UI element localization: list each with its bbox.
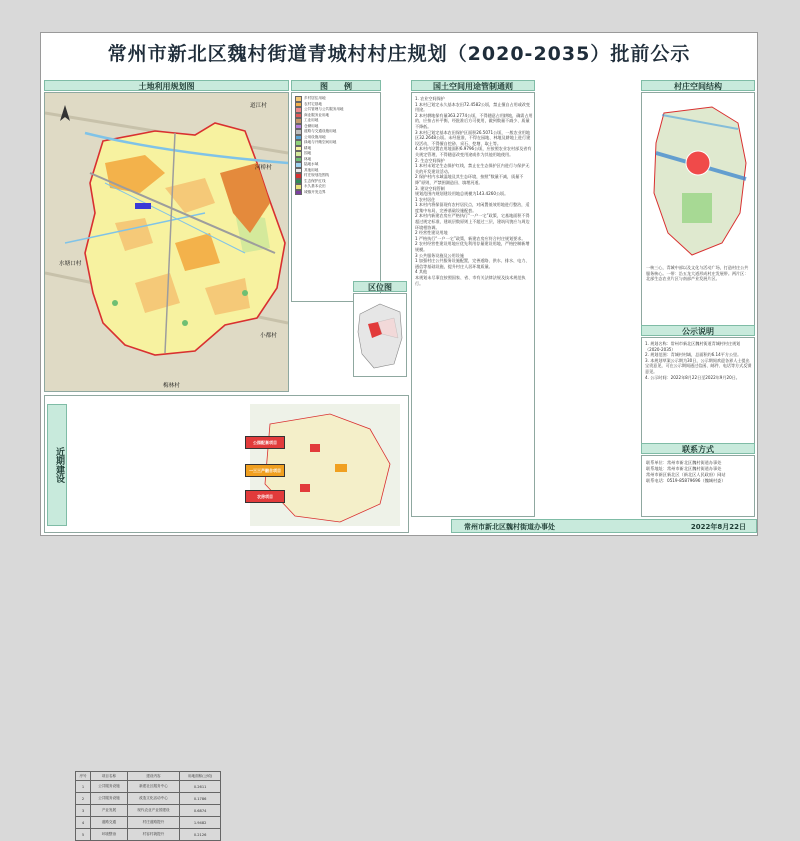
page-title: 常州市新北区魏村街道青城村村庄规划（2020-2035）批前公示 <box>107 43 691 65</box>
notice-header: 公示说明 <box>641 325 755 336</box>
control-header: 国土空间用途管制通则 <box>411 80 535 91</box>
legend-label: 城镇开发边界 <box>304 189 326 194</box>
legend-label: 园地 <box>304 151 312 156</box>
legend-label: 仓储用地 <box>304 123 319 128</box>
legend-label: 村庄规划范围线 <box>304 173 330 178</box>
contact-line-1: 联系单位：常州市新北区魏村街道办事处 <box>646 460 722 465</box>
legend-label: 公用设施用地 <box>304 134 326 139</box>
table-row <box>76 817 221 829</box>
table-cell: 2 <box>76 793 91 805</box>
table-cell: 1 <box>76 781 91 793</box>
table-cell: 改造文化活动中心 <box>127 793 180 805</box>
legend-label: 林地 <box>304 156 312 161</box>
land-use-map-svg <box>45 93 288 391</box>
village-label-southeast: 小都村 <box>260 333 277 339</box>
table-header-cell: 项目名称 <box>91 772 128 781</box>
contact-line-3: 常州市新区新北区（新北区人民政府）网站 <box>646 472 726 477</box>
structure-panel <box>641 92 755 332</box>
notice-text: 1. 规划名称：常州市新北区魏村街道青城村村庄规划（2020-2035） 2. 规划范围：青城村村域，总面积约6.14平方公里。 3. 本规划草案公示期为30日，公示期间欢迎各界人士提出宝贵意见，可在公示期间通过信函、邮件、电话等方式反馈意见。 4. 公示时间：2022年8月22日至2022年9月20日。 <box>645 341 752 380</box>
table-cell: 村庄道路提升 <box>127 817 180 829</box>
notice-panel <box>641 337 755 447</box>
footer-org: 常州市新北区魏村街道办事处 <box>464 523 555 531</box>
table-header-cell: 序号 <box>76 772 91 781</box>
public-facility-block <box>135 203 151 209</box>
recent-panel <box>44 395 409 837</box>
footer-date: 2022年8月22日 <box>690 523 746 531</box>
table-header-cell: 建设内容 <box>127 772 180 781</box>
legend-list <box>295 96 377 195</box>
table-cell: 道路交通 <box>91 817 128 829</box>
location-map <box>353 293 407 377</box>
table-cell: 产业发展 <box>91 805 128 817</box>
structure-diagram <box>642 93 754 263</box>
contact-line-4: 联系电话：0519-85879696（魏城村委） <box>646 478 726 483</box>
structure-header: 村庄空间结构 <box>641 80 755 91</box>
table-cell: 1.9482 <box>180 817 221 829</box>
control-text: 1. 农业空间保护 1 本村已划定永久基本农田72.4582公顷，禁止擅自占用或改变用途。 2 本村耕地保有量363.2774公顷，不得随意占用耕地，确需占用的，应按占补平衡，经批准后方可使用，做到数量不减少、质量不降低。 3 本村已划定基本农田保护区面积26.5071公顷，一般农业用地区32.2648公顷。未经批准，不得在园地、林地及耕地上进行建设活动，不得擅自挖砂、采石、挖塘、取土等。 4 本村内设置农用地面积6.9796公顷，应按照农业农村部及省有关规定管理，不得随意改变用途或作为其他用地使用。 2. 生态空间保护 1 本村未划定生态保护红线，禁止在生态保护区内进行与保护无关的开发建设活动。 2 保护村内水域湿地及其生态环境，按照“数量不减，质量不降”原则，严禁围湖造田、填埋河道。 3. 建设空间管制 规划范围内规划建设用地总规模为143.4260公顷。 1 农村居住 1 本村内将保留现有农村居民点，对闲置低效用地进行整治，适度集中布局，完善基础设施配套。 2 本村内新建农房应严格执行“一户一宅”政策，宅基地面积不得超过规定标准，建筑层数原则上不超过三层，建筑风貌应与周边环境相协调。 2 经营性建设用地 1 严格执行“一户一宅”政策，新建农房应符合村庄规划要求。 2 农村经营性建设用地应优先利用存量建设用地，严格控制新增规模。 3 公共服务设施及公用设施 1 加强村庄公共服务设施配置，完善道路、供水、排水、电力、通信等基础设施，提升村庄人居环境质量。 4 其他 本规划未尽事宜按照国家、省、市有关法律法规及技术规范执行。 <box>415 96 533 286</box>
legend-panel <box>291 92 381 302</box>
recent-projects-table <box>75 771 221 841</box>
legend-label: 陆地水域 <box>304 162 319 167</box>
table-cell: 环境整治 <box>91 829 128 841</box>
legend-label: 永久基本农田 <box>304 184 326 189</box>
village-label-north: 道江村 <box>250 103 267 109</box>
control-panel <box>411 92 535 517</box>
table-cell: 村容村貌提升 <box>127 829 180 841</box>
table-cell: 0.6874 <box>180 805 221 817</box>
table-cell: 0.2126 <box>180 829 221 841</box>
tag-industry-project: 一三三产融合项目 <box>245 464 285 477</box>
legend-label: 耕地 <box>304 145 312 150</box>
table-row <box>76 793 221 805</box>
table-cell: 现代农业产业园建设 <box>127 805 180 817</box>
table-cell: 5 <box>76 829 91 841</box>
table-cell: 0.1786 <box>180 793 221 805</box>
village-label-east: 河桥村 <box>255 165 272 171</box>
legend-label: 公共管理与公共服务用地 <box>304 107 344 112</box>
table-cell: 新建社区服务中心 <box>127 781 180 793</box>
legend-label: 商业服务业用地 <box>304 112 330 117</box>
legend-label: 绿地与开敞空间用地 <box>304 140 337 145</box>
table-cell: 公共服务设施 <box>91 781 128 793</box>
recent-header: 近期建设 <box>47 404 67 526</box>
contact-line-2: 联系地址：常州市新北区魏村街道办事处 <box>646 466 722 471</box>
legend-item <box>295 190 377 196</box>
table-cell: 公共服务设施 <box>91 793 128 805</box>
tag-park-project: 公园配套项目 <box>245 436 285 449</box>
legend-label: 乡村居住用地 <box>304 96 326 101</box>
table-header-cell: 用地面积(公顷) <box>180 772 221 781</box>
village-label-south: 梅林村 <box>163 383 180 389</box>
legend-header: 图 例 <box>291 80 381 91</box>
land-use-header: 土地利用规划图 <box>44 80 289 91</box>
table-cell: 0.2611 <box>180 781 221 793</box>
land-use-map <box>44 92 289 392</box>
legend-label: 农村宅基地 <box>304 101 322 106</box>
table-row <box>76 805 221 817</box>
footer-bar <box>451 519 757 533</box>
legend-label: 工业用地 <box>304 118 319 123</box>
table-cell: 3 <box>76 805 91 817</box>
tag-housing-project: 农房项目 <box>245 490 285 503</box>
table-row <box>76 781 221 793</box>
village-label-west: 水塘口村 <box>59 261 82 267</box>
location-header: 区位图 <box>353 281 407 292</box>
table-row <box>76 829 221 841</box>
legend-label: 道路与交通设施用地 <box>304 129 337 134</box>
structure-text: 一核三心，青城中部以及文化与活动广场，打造村庄公共服务核心。一带：沿五龙大道形成村庄发展带。两片区：北部生态农业片区与南部产业发展片区。 <box>646 265 749 282</box>
location-map-svg <box>354 294 406 376</box>
contact-header: 联系方式 <box>641 443 755 454</box>
legend-label: 其他用地 <box>304 167 319 172</box>
legend-swatch <box>295 190 302 196</box>
legend-label: 生态保护红线 <box>304 178 326 183</box>
planning-board <box>40 32 758 837</box>
contact-panel <box>641 455 755 517</box>
table-cell: 4 <box>76 817 91 829</box>
